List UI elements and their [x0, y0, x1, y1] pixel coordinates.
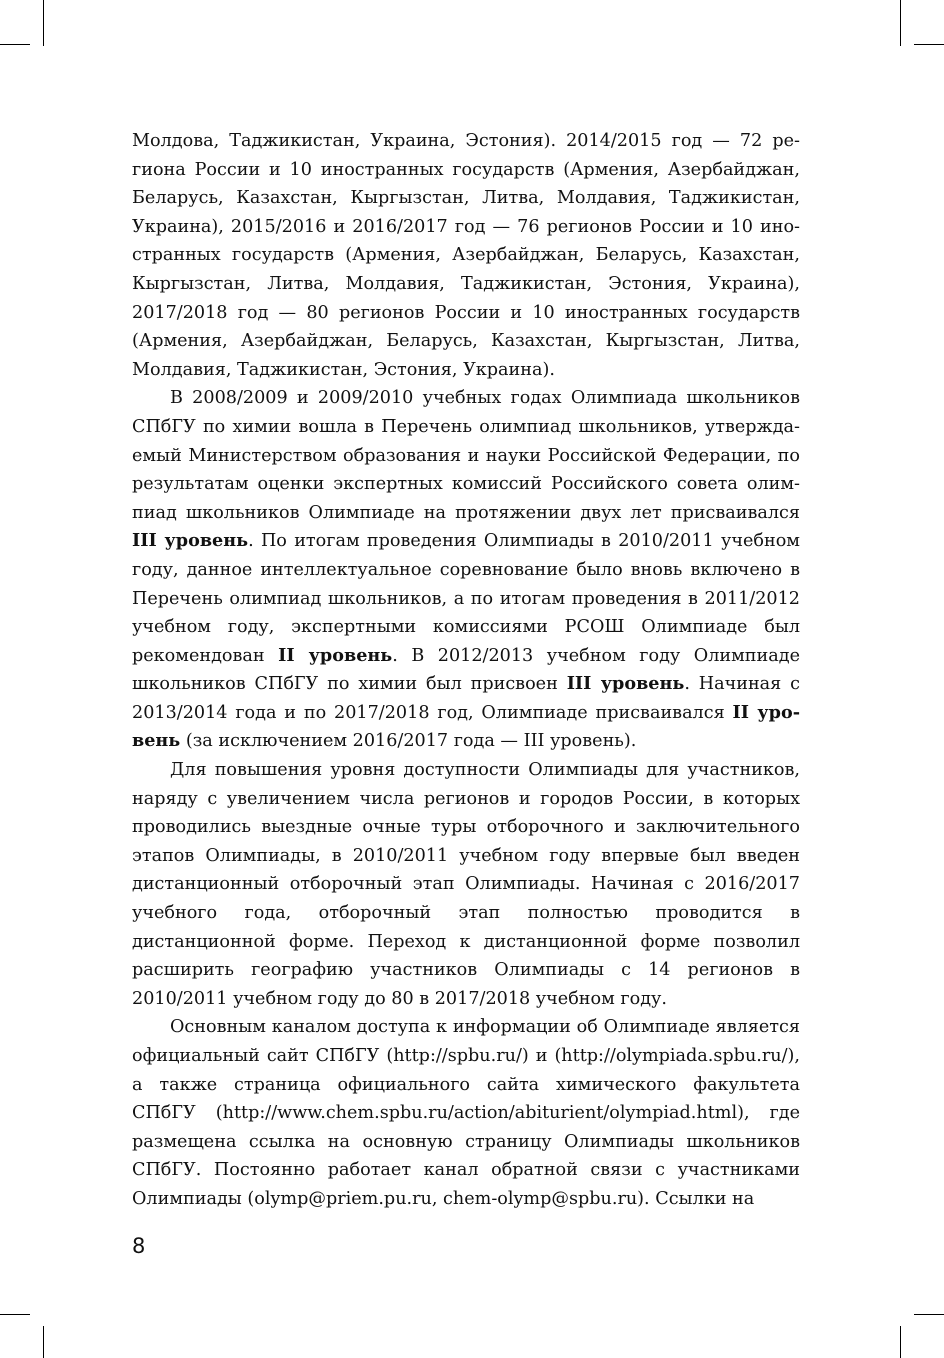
crop-mark — [914, 1314, 944, 1315]
paragraph — [132, 1013, 800, 1213]
text-run: Молдова, Таджикистан, Украина, Эстония). 2014/2015 год — 72 региона России и 10 иностранных государств (Армения, Азербайджан, Беларусь, Казахстан, Кыргызстан, Литва, Молдавия, Таджикистан, Украина), 2015/2016 и 2016/2017 год — 76 регионов России и 10 иностранных государств (Армения, Азербайджан, Беларусь, Казахстан, Кыргызстан, Литва, Молдавия, Таджикистан, Эстония, Украина), 2017/2018 год — 80 регионов России и 10 иностранных государств (Армения, Азербайджан, Беларусь, Казахстан, Кыргызстан, Литва, Молдавия, Таджикистан, Эстония, Украина). — [132, 131, 800, 380]
bold-text: III уровень — [132, 530, 249, 552]
text-run: . В 2012/2013 учебном году Олимпиаде школьников СПбГУ по химии был присвоен — [132, 645, 800, 695]
paragraph — [132, 756, 800, 1013]
paragraph — [132, 384, 800, 756]
paragraph — [132, 127, 800, 384]
text-run: . По итогам проведения Олимпиады в 2010/2011 учебном году, данное интеллектуальное соревнование было вновь включено в Перечень олимпиад школьников, а по итогам проведения в 2011/2012 учебном году, экспертными комиссиями РСОШ Олимпиаде был рекомендован — [132, 531, 800, 666]
bold-text: III уровень — [566, 673, 685, 695]
text-run: . Начиная с 2013/2014 года и по 2017/2018 год, Олимпиаде присваивался — [132, 674, 800, 723]
text-run: (за исключением 2016/2017 года — III уровень). — [180, 731, 637, 752]
crop-mark — [43, 0, 44, 46]
text-run: Основным каналом доступа к информации об Олимпиаде является официальный сайт СПбГУ (http://spbu.ru/) и (http://olympiada.spbu.​ru/), а также страница официального сайта химического факультета СПбГУ (http://www.chem.spbu.ru/action/abiturient/olympiad.html), где размещена ссылка на основную страницу Олимпиады школьников СПбГУ. Постоянно работает канал обратной связи с участниками Олимпиады (olymp@priem.pu.ru, chem-olymp@spbu.ru). Ссылки на — [132, 1017, 800, 1209]
crop-mark — [0, 1314, 30, 1315]
bold-text: II уровень — [132, 701, 800, 752]
body-text — [132, 127, 800, 1214]
crop-mark — [43, 1326, 44, 1358]
crop-mark — [0, 44, 30, 45]
bold-text: II уровень — [278, 644, 393, 666]
text-run: В 2008/2009 и 2009/2010 учебных годах Олимпиада школьников СПбГУ по химии вошла в Перечень олимпиад школьников, утверждаемый Министерством образования и науки Российской Федерации, по результатам оценки экспертных комиссий Российского совета олимпиад школьников Олимпиаде на протяжении двух лет присваивался — [132, 388, 800, 523]
crop-mark — [900, 1326, 901, 1358]
crop-mark — [900, 0, 901, 46]
crop-mark — [914, 44, 944, 45]
text-run: Для повышения уровня доступности Олимпиады для участников, наряду с увеличением числа регионов и городов России, в которых проводились выездные очные туры отборочного и заключительного этапов Олимпиады, в 2010/2011 учебном году впервые был введен дистанционный отборочный этап Олимпиады. Начиная с 2016/2017 учебного года, отборочный этап полностью проводится в дистанционной форме. Переход к дистанционной форме позволил расширить географию участников Олимпиады с 14 регионов в 2010/2011 учебном году до 80 в 2017/2018 учебном году. — [132, 760, 800, 1009]
page-number: 8 — [132, 1234, 146, 1258]
